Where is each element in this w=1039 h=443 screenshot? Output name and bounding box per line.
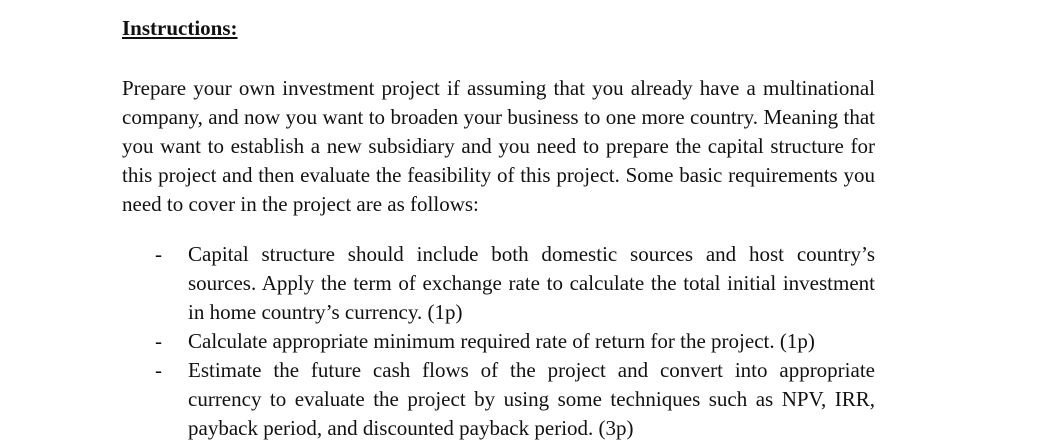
instructions-heading: Instructions: bbox=[122, 16, 238, 40]
requirement-item bbox=[155, 240, 875, 327]
dash-bullet-icon: - bbox=[155, 242, 162, 266]
requirements-list bbox=[155, 240, 875, 443]
dash-bullet-icon: - bbox=[155, 329, 162, 353]
document-body bbox=[122, 14, 875, 443]
requirement-text: Capital structure should include both domestic sources and host country’s sources. Apply the term of exchange rate to calculate the total initial investment in home country’s currency. (1p) bbox=[188, 242, 875, 324]
requirement-text: Estimate the future cash flows of the project and convert into appropriate currency to evaluate the project by using some techniques such as NPV, IRR, payback period, and discounted payback period. (3p) bbox=[188, 358, 875, 440]
intro-paragraph: Prepare your own investment project if assuming that you already have a multinational company, and now you want to broaden your business to one more country. Meaning that you want to establish a new subsidiary and you need to prepare the capital structure for this project and then evaluate the feasibility of this project. Some basic requirements you need to cover in the project are as follows: bbox=[122, 76, 875, 216]
dash-bullet-icon: - bbox=[155, 358, 162, 382]
requirement-item bbox=[155, 327, 875, 356]
requirement-text: Calculate appropriate minimum required rate of return for the project. (1p) bbox=[188, 329, 815, 353]
requirement-item bbox=[155, 356, 875, 443]
